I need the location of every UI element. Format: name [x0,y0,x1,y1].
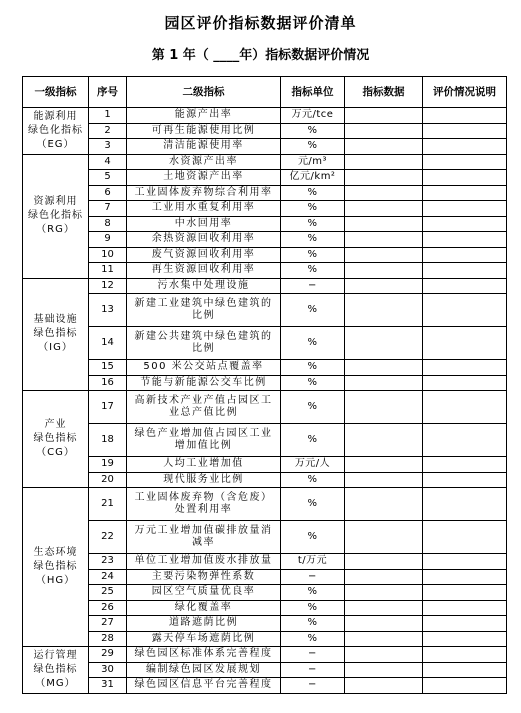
table-row [23,585,507,601]
category-cell [23,391,89,488]
seq-cell: 14 [89,327,127,360]
note-input-cell[interactable] [423,585,507,601]
data-input-cell[interactable] [345,247,423,263]
indicator-name-cell: 土地资源产出率 [127,170,281,186]
category-label: （EG） [36,138,75,150]
indicator-name-cell: 露天停车场遮荫比例 [127,631,281,647]
data-input-cell[interactable] [345,360,423,376]
table-row [23,521,507,554]
indicator-table [22,76,507,694]
header-note: 评价情况说明 [423,77,507,108]
note-input-cell[interactable] [423,170,507,186]
unit-cell: − [281,662,345,678]
indicator-name-cell: 中水回用率 [127,216,281,232]
seq-cell: 11 [89,263,127,279]
category-label: 绿色指标 [33,328,78,340]
note-input-cell[interactable] [423,278,507,294]
table-row [23,375,507,391]
unit-cell: % [281,600,345,616]
indicator-name-cell: 绿色产业增加值占园区工业增加值比例 [127,424,281,457]
category-label: 绿色指标 [33,561,78,572]
seq-cell: 6 [89,185,127,201]
unit-cell: % [281,185,345,201]
indicator-name-cell: 能源产出率 [127,108,281,124]
table-row [23,232,507,248]
table-row [23,139,507,155]
note-input-cell[interactable] [423,488,507,521]
indicator-name-cell: 新建工业建筑中绿色建筑的比例 [127,294,281,327]
note-input-cell[interactable] [423,294,507,327]
indicator-name-cell: 水资源产出率 [127,154,281,170]
header-level1: 一级指标 [23,77,89,108]
unit-cell: % [281,123,345,139]
data-input-cell[interactable] [345,554,423,570]
seq-cell: 3 [89,139,127,155]
table-row [23,263,507,279]
note-input-cell[interactable] [423,108,507,124]
note-input-cell[interactable] [423,647,507,663]
table-row [23,201,507,217]
unit-cell: % [281,294,345,327]
table-row [23,108,507,124]
data-input-cell[interactable] [345,424,423,457]
indicator-name-cell: 工业固体废弃物（含危废）处置利用率 [127,488,281,521]
seq-cell: 31 [89,678,127,694]
data-input-cell[interactable] [345,278,423,294]
data-input-cell[interactable] [345,170,423,186]
indicator-name-cell: 高新技术产业产值占园区工业总产值比例 [127,391,281,424]
table-row [23,216,507,232]
table-row [23,457,507,473]
table-row [23,278,507,294]
seq-cell: 9 [89,232,127,248]
note-input-cell[interactable] [423,139,507,155]
category-label: 产业 [44,419,67,430]
page-title: 园区评价指标数据评价清单 [164,14,357,32]
table-row [23,662,507,678]
category-label: 基础设施 [33,314,78,326]
page-subtitle: 第 1 年（ ____年）指标数据评价情况 [151,48,370,63]
table-row [23,424,507,457]
indicator-name-cell: 污水集中处理设施 [127,278,281,294]
header-data: 指标数据 [345,77,423,108]
data-input-cell[interactable] [345,201,423,217]
data-input-cell[interactable] [345,108,423,124]
note-input-cell[interactable] [423,263,507,279]
unit-cell: % [281,216,345,232]
note-input-cell[interactable] [423,424,507,457]
category-label: 绿色指标 [33,433,78,444]
category-label: （RG） [36,224,75,235]
table-row [23,154,507,170]
table-row [23,185,507,201]
header-unit: 指标单位 [281,77,345,108]
category-label: （HG） [35,575,76,586]
unit-cell: % [281,139,345,155]
seq-cell: 2 [89,123,127,139]
data-input-cell[interactable] [345,185,423,201]
unit-cell: % [281,488,345,521]
unit-cell: % [281,391,345,424]
unit-cell: 元/m³ [281,154,345,170]
data-input-cell[interactable] [345,327,423,360]
seq-cell: 8 [89,216,127,232]
indicator-name-cell: 绿色园区标准体系完善程度 [127,647,281,663]
indicator-name-cell: 单位工业增加值废水排放量 [127,554,281,570]
indicator-name-cell: 工业固体废弃物综合利用率 [127,185,281,201]
unit-cell: % [281,232,345,248]
data-input-cell[interactable] [345,488,423,521]
category-label: 生态环境 [33,547,78,558]
indicator-name-cell: 人均工业增加值 [127,457,281,473]
data-input-cell[interactable] [345,616,423,632]
note-input-cell[interactable] [423,472,507,488]
table-row [23,123,507,139]
unit-cell: 万元/tce [281,108,345,124]
note-input-cell[interactable] [423,247,507,263]
seq-cell: 21 [89,488,127,521]
unit-cell: − [281,278,345,294]
unit-cell: % [281,247,345,263]
indicator-name-cell: 主要污染物弹性系数 [127,569,281,585]
seq-cell: 12 [89,278,127,294]
note-input-cell[interactable] [423,201,507,217]
seq-cell: 10 [89,247,127,263]
table-row [23,391,507,424]
category-label: 绿色化指标 [28,124,83,136]
table-row [23,247,507,263]
data-input-cell[interactable] [345,139,423,155]
note-input-cell[interactable] [423,569,507,585]
unit-cell: % [281,263,345,279]
category-label: 资源利用 [33,196,78,207]
note-input-cell[interactable] [423,600,507,616]
data-input-cell[interactable] [345,263,423,279]
indicator-name-cell: 清洁能源使用率 [127,139,281,155]
seq-cell: 26 [89,600,127,616]
seq-cell: 17 [89,391,127,424]
unit-cell: % [281,472,345,488]
indicator-name-cell: 余热资源回收利用率 [127,232,281,248]
table-row [23,360,507,376]
data-input-cell[interactable] [345,585,423,601]
seq-cell: 18 [89,424,127,457]
category-label: 绿色指标 [33,663,78,675]
unit-cell: % [281,327,345,360]
indicator-name-cell: 道路遮荫比例 [127,616,281,632]
seq-cell: 23 [89,554,127,570]
unit-cell: % [281,616,345,632]
unit-cell: % [281,631,345,647]
indicator-name-cell: 节能与新能源公交车比例 [127,375,281,391]
data-input-cell[interactable] [345,631,423,647]
table-row [23,472,507,488]
unit-cell: − [281,647,345,663]
unit-cell: − [281,569,345,585]
table-row [23,170,507,186]
seq-cell: 1 [89,108,127,124]
note-input-cell[interactable] [423,232,507,248]
indicator-name-cell: 新建公共建筑中绿色建筑的比例 [127,327,281,360]
category-label: （IG） [38,342,73,354]
table-row [23,554,507,570]
data-input-cell[interactable] [345,216,423,232]
data-input-cell[interactable] [345,123,423,139]
category-cell [23,108,89,155]
seq-cell: 5 [89,170,127,186]
seq-cell: 16 [89,375,127,391]
note-input-cell[interactable] [423,662,507,678]
seq-cell: 20 [89,472,127,488]
data-input-cell[interactable] [345,662,423,678]
unit-cell: % [281,201,345,217]
seq-cell: 19 [89,457,127,473]
note-input-cell[interactable] [423,327,507,360]
note-input-cell[interactable] [423,375,507,391]
table-row [23,294,507,327]
unit-cell: 亿元/km² [281,170,345,186]
data-input-cell[interactable] [345,600,423,616]
data-input-cell[interactable] [345,457,423,473]
indicator-name-cell: 绿化覆盖率 [127,600,281,616]
category-label: 能源利用 [33,110,78,122]
note-input-cell[interactable] [423,457,507,473]
seq-cell: 30 [89,662,127,678]
unit-cell: t/万元 [281,554,345,570]
note-input-cell[interactable] [423,391,507,424]
unit-cell: − [281,678,345,694]
note-input-cell[interactable] [423,554,507,570]
indicator-name-cell: 废气资源回收利用率 [127,247,281,263]
data-input-cell[interactable] [345,375,423,391]
category-cell [23,647,89,694]
seq-cell: 22 [89,521,127,554]
indicator-name-cell: 园区空气质量优良率 [127,585,281,601]
table-row [23,678,507,694]
indicator-name-cell: 万元工业增加值碳排放量消减率 [127,521,281,554]
seq-cell: 29 [89,647,127,663]
data-input-cell[interactable] [345,154,423,170]
note-input-cell[interactable] [423,360,507,376]
table-body [23,108,507,694]
table-row [23,488,507,521]
category-cell [23,488,89,647]
table-row [23,569,507,585]
data-input-cell[interactable] [345,391,423,424]
data-input-cell[interactable] [345,678,423,694]
unit-cell: % [281,424,345,457]
header-seq: 序号 [89,77,127,108]
note-input-cell[interactable] [423,154,507,170]
data-input-cell[interactable] [345,472,423,488]
data-input-cell[interactable] [345,521,423,554]
category-cell [23,278,89,391]
note-input-cell[interactable] [423,678,507,694]
note-input-cell[interactable] [423,216,507,232]
unit-cell: % [281,360,345,376]
seq-cell: 27 [89,616,127,632]
header-level2: 二级指标 [127,77,281,108]
seq-cell: 15 [89,360,127,376]
seq-cell: 7 [89,201,127,217]
category-label: （MG） [35,677,76,689]
table-row [23,631,507,647]
indicator-name-cell: 500 米公交站点覆盖率 [127,360,281,376]
seq-cell: 13 [89,294,127,327]
seq-cell: 4 [89,154,127,170]
unit-cell: % [281,375,345,391]
data-input-cell[interactable] [345,294,423,327]
category-label: 运行管理 [33,649,78,661]
unit-cell: % [281,585,345,601]
indicator-name-cell: 现代服务业比例 [127,472,281,488]
table-row [23,616,507,632]
data-input-cell[interactable] [345,232,423,248]
seq-cell: 28 [89,631,127,647]
note-input-cell[interactable] [423,631,507,647]
category-label: 绿色化指标 [28,210,83,221]
indicator-name-cell: 再生资源回收利用率 [127,263,281,279]
category-cell [23,154,89,278]
category-label: （CG） [36,447,75,458]
indicator-name-cell: 绿色园区信息平台完善程度 [127,678,281,694]
note-input-cell[interactable] [423,123,507,139]
table-row [23,600,507,616]
note-input-cell[interactable] [423,521,507,554]
indicator-name-cell: 可再生能源使用比例 [127,123,281,139]
unit-cell: 万元/人 [281,457,345,473]
seq-cell: 25 [89,585,127,601]
indicator-name-cell: 编制绿色园区发展规划 [127,662,281,678]
unit-cell: % [281,521,345,554]
note-input-cell[interactable] [423,616,507,632]
note-input-cell[interactable] [423,185,507,201]
data-input-cell[interactable] [345,647,423,663]
indicator-name-cell: 工业用水重复利用率 [127,201,281,217]
data-input-cell[interactable] [345,569,423,585]
table-row [23,327,507,360]
table-row [23,647,507,663]
table-header-row [23,77,507,108]
seq-cell: 24 [89,569,127,585]
